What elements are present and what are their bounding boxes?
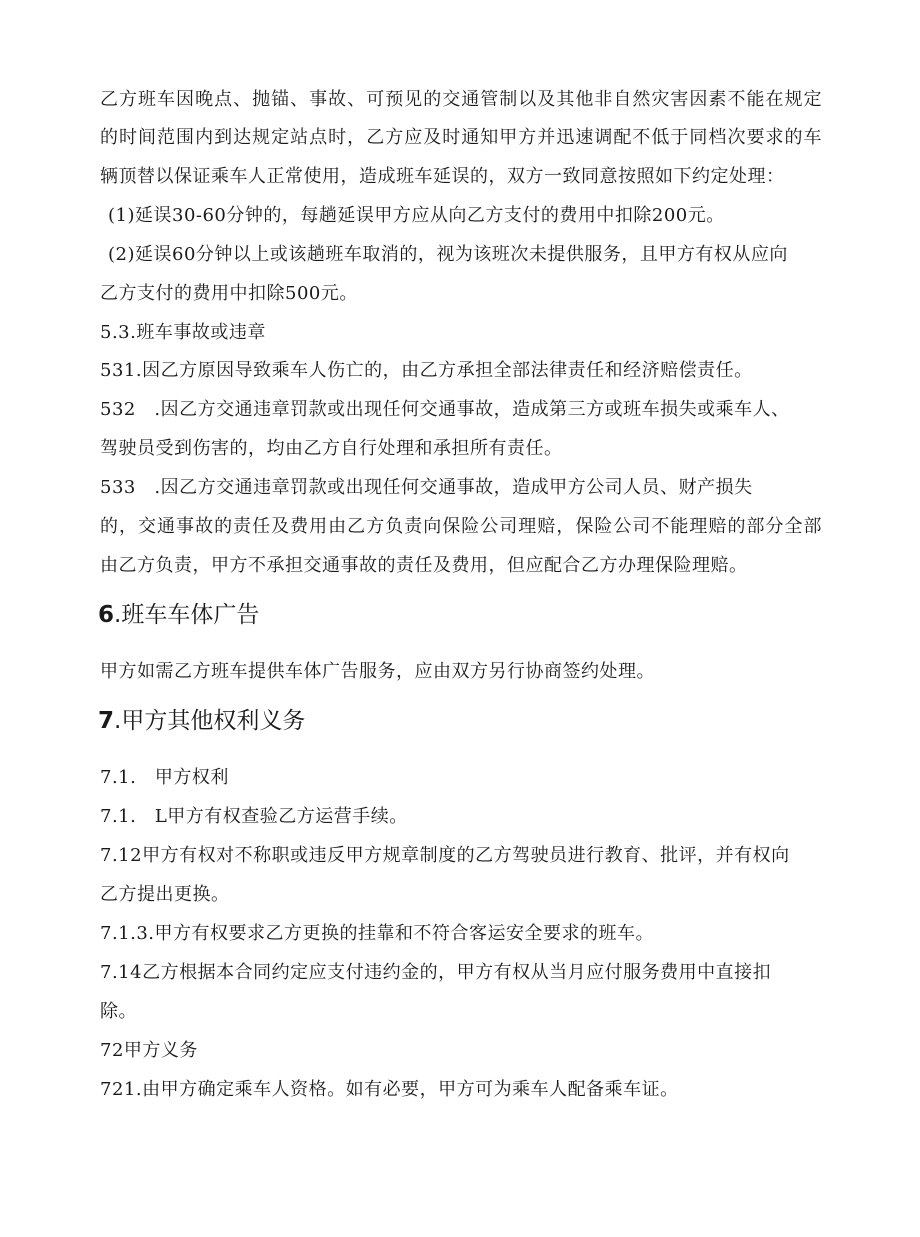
- clause-line: 驾驶员受到伤害的，均由乙方自行处理和承担所有责任。: [100, 438, 563, 459]
- heading-7: [98, 706, 305, 736]
- heading-7-text: .甲方其他权利义务: [114, 708, 306, 734]
- clause-line: 由乙方负责，甲方不承担交通事故的责任及费用，但应配合乙方办理保险理赔。: [100, 555, 748, 576]
- section-title: 5.3.班车事故或违章: [100, 322, 266, 343]
- clause-line: 7.1.3.甲方有权要求乙方更换的挂靠和不符合客运安全要求的班车。: [100, 923, 655, 944]
- clause-line: 531.因乙方原因导致乘车人伤亡的，由乙方承担全部法律责任和经济赔偿责任。: [100, 360, 753, 381]
- paragraph-line: 甲方如需乙方班车提供车体广告服务，应由双方另行协商签约处理。: [100, 661, 655, 682]
- list-item: (1)延误30-60分钟的，每趟延误甲方应从向乙方支付的费用中扣除200元。: [108, 205, 725, 226]
- clause-line: 721.由甲方确定乘车人资格。如有必要，甲方可为乘车人配备乘车证。: [100, 1079, 679, 1100]
- clause-line: 7.14乙方根据本合同约定应支付违约金的，甲方有权从当月应付服务费用中直接扣: [100, 962, 772, 983]
- paragraph-line: 的时间范围内到达规定站点时，乙方应及时通知甲方并迅速调配不低于同档次要求的车: [100, 127, 822, 148]
- heading-7-number: 7: [98, 708, 115, 734]
- clause-line: 533 .因乙方交通违章罚款或出现任何交通事故，造成甲方公司人员、财产损失: [100, 477, 753, 498]
- clause-line: 除。: [100, 1001, 137, 1022]
- section-title: 7.1. 甲方权利: [100, 767, 229, 788]
- section-title: 72甲方义务: [100, 1040, 198, 1061]
- heading-6-text: .班车车体广告: [114, 602, 260, 628]
- paragraph-line: 乙方班车因晚点、抛锚、事故、可预见的交通管制以及其他非自然灾害因素不能在规定: [100, 89, 822, 110]
- clause-line: 7.12甲方有权对不称职或违反甲方规章制度的乙方驾驶员进行教育、批评，并有权向: [100, 845, 790, 866]
- heading-6-number: 6: [98, 602, 115, 628]
- clause-line: 7.1. L甲方有权查验乙方运营手续。: [100, 806, 408, 827]
- clause-line: 乙方提出更换。: [100, 884, 230, 905]
- paragraph-line: 乙方支付的费用中扣除500元。: [100, 283, 358, 304]
- paragraph-line: 辆顶替以保证乘车人正常使用，造成班车延误的，双方一致同意按照如下约定处理：: [100, 166, 785, 187]
- clause-line: 532 .因乙方交通违章罚款或出现任何交通事故，造成第三方或班车损失或乘车人、: [100, 399, 790, 420]
- clause-line: 的，交通事故的责任及费用由乙方负责向保险公司理赔，保险公司不能理赔的部分全部: [100, 516, 822, 537]
- list-item: (2)延误60分钟以上或该趟班车取消的，视为该班次未提供服务，且甲方有权从应向: [108, 244, 788, 265]
- heading-6: [98, 600, 259, 630]
